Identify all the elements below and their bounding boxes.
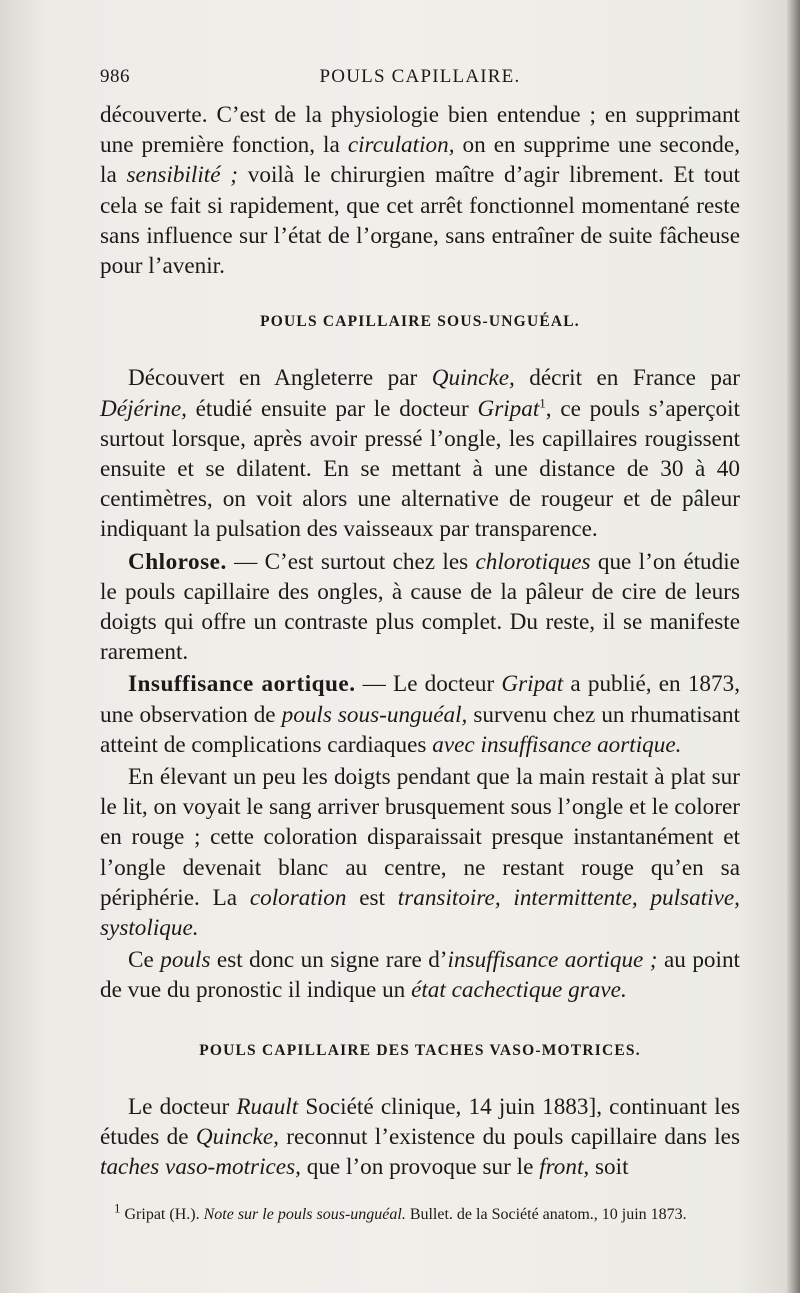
footnote-title: Note sur le pouls sous-unguéal.	[203, 1205, 406, 1223]
italic-run: pouls	[160, 947, 211, 974]
text-run: est	[346, 884, 398, 911]
text-run: , ce pouls s’aperçoit surtout lorsque, après avoir pressé l’ongle, les capillaires rougissent ensuite et se dilatent. En se mettant à une distance de 30 à 40 centimètres, on voit alors une alternative de rougeur et de pâleur indiquant la pulsation des vaisseaux par transparence.	[100, 395, 740, 543]
text-run: Le docteur	[128, 1093, 237, 1120]
paragraph-chlorose	[100, 547, 740, 668]
paragraph-continuation	[100, 100, 740, 281]
footnote-author: Gripat (H.).	[124, 1205, 200, 1223]
text-run: soit	[589, 1154, 629, 1181]
paragraph-decouvert	[100, 363, 740, 544]
text-run: — Le docteur	[355, 671, 502, 698]
italic-run: circulation,	[347, 132, 455, 159]
italic-run: Gripat	[501, 671, 564, 698]
text-run: que l’on provoque sur le	[300, 1154, 540, 1181]
paragraph-insuffisance	[100, 669, 740, 760]
italic-run: Quincke,	[195, 1124, 279, 1151]
text-run: découverte. C’est de la physiologie bien entendue ; en supprimant une première fonction, la	[100, 102, 740, 159]
text-run: Société clinique, 14 juin 1883], continuant les études de	[100, 1093, 741, 1151]
italic-run: chlorotiques	[475, 548, 591, 575]
italic-run: pouls sous-unguéal,	[281, 701, 468, 728]
italic-run: état cachectique grave.	[411, 977, 627, 1004]
text-run: Ce	[128, 947, 161, 974]
text-run: décrit en France par	[514, 365, 740, 392]
text-run: survenu chez un rhumatisant atteint de complications cardiaques	[100, 701, 741, 758]
text-run: voilà le chirurgien maître d’agir librement. Et tout cela se fait si rapidement, que cet arrêt fonctionnel momentané reste sans influence sur l’état de l’organe, sans entraîner de suite fâcheuse pour l’avenir.	[100, 162, 740, 280]
running-header	[100, 66, 740, 94]
page-edge-shadow	[786, 0, 800, 1293]
italic-run: Gripat	[477, 395, 540, 422]
italic-run: front,	[539, 1154, 590, 1181]
italic-run: Déjérine,	[100, 395, 187, 422]
paragraph-ruault	[100, 1092, 740, 1183]
section-heading-taches-vaso-motrices: POULS CAPILLAIRE DES TACHES VASO-MOTRICES.	[199, 1041, 641, 1059]
section-heading-sous-ungueal: POULS CAPILLAIRE SOUS-UNGUÉAL.	[260, 313, 580, 331]
footnote-citation: Bullet. de la Société anatom., 10 juin 1873.	[405, 1205, 687, 1223]
text-run: a publié, en 1873, une observation de	[100, 671, 740, 728]
running-title: POULS CAPILLAIRE.	[319, 66, 521, 87]
text-run: on en supprime une seconde, la	[100, 132, 740, 189]
text-run: est donc un signe rare d’	[210, 947, 448, 974]
footnote-ref: 1	[539, 394, 546, 410]
paragraph-en-elevant	[100, 762, 740, 943]
run-in-heading: Chlorose.	[128, 548, 227, 575]
italic-run: avec insuffisance aortique.	[432, 731, 682, 758]
run-in-heading: Insuffisance aortique.	[128, 671, 356, 698]
page-number: 986	[100, 66, 130, 87]
italic-run: insuffisance aortique ;	[447, 947, 658, 974]
text-run: que l’on étudie le pouls capillaire des ongles, à cause de la pâleur de cire de leurs doigts qui offre un contraste plus complet. Du reste, il se manifeste rarement.	[100, 548, 740, 666]
paragraph-ce-pouls	[100, 945, 740, 1005]
italic-run: coloration	[249, 884, 347, 911]
text-run: reconnut l’existence du pouls capillaire dans les	[278, 1124, 740, 1151]
text-run: En élevant un peu les doigts pendant que la main restait à plat sur le lit, on voyait le sang arriver brusquement sous l’ongle et le colorer en rouge ; cette coloration disparaissait presque instantanément et l’ongle devenait blanc au centre, ne restant rouge qu’en sa périphérie. La	[100, 764, 740, 911]
text-run: — C’est surtout chez les	[226, 548, 476, 575]
italic-run: transitoire, intermittente, pulsative, systolique.	[100, 884, 740, 942]
text-run: étudié ensuite par le docteur	[186, 395, 478, 422]
footnote	[100, 1200, 740, 1225]
italic-run: sensibilité ;	[126, 162, 239, 189]
text-run: Découvert en Angleterre par	[128, 365, 432, 392]
footnote-marker: 1	[114, 1200, 121, 1216]
italic-run: Quincke,	[431, 365, 515, 392]
page-body	[100, 100, 740, 1225]
italic-run: taches vaso-motrices,	[100, 1154, 301, 1181]
italic-run: Ruault	[236, 1093, 299, 1120]
text-run: au point de vue du pronostic il indique un	[100, 947, 740, 1004]
